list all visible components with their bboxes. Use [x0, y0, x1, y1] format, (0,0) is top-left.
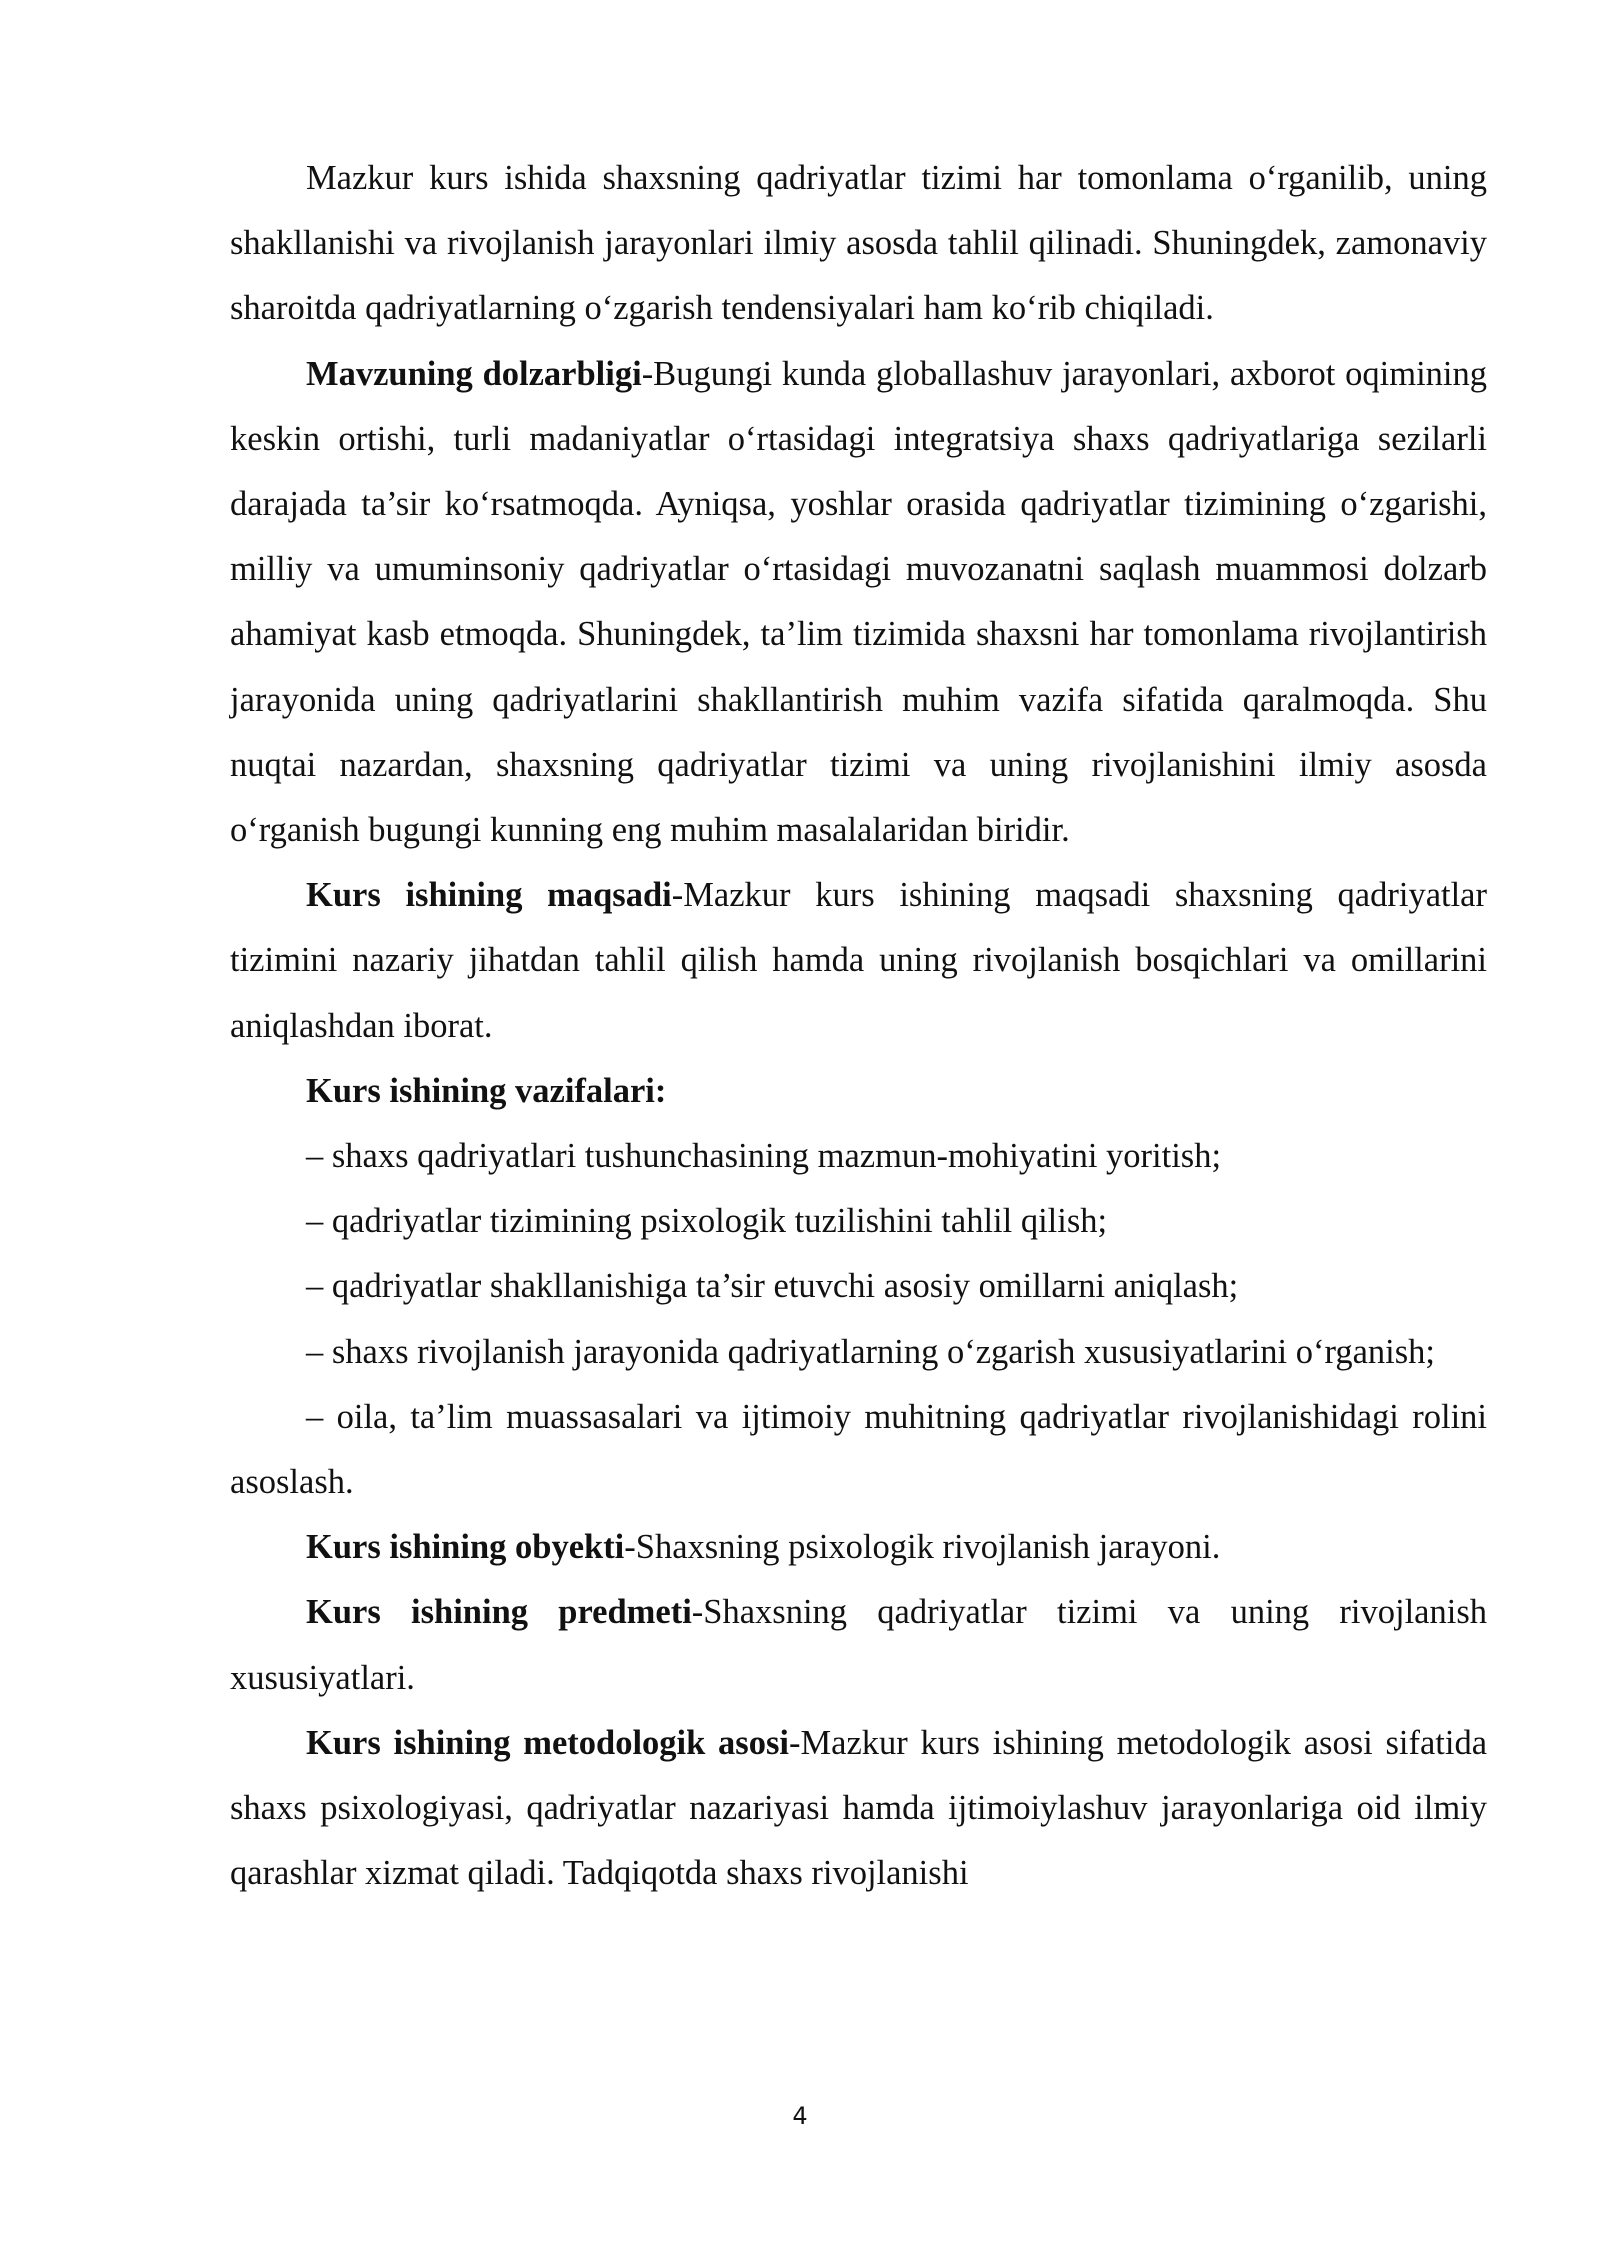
intro-paragraph	[230, 146, 1487, 342]
page-number: 4	[792, 2102, 808, 2130]
task-item-text: – shaxs rivojlanish jarayonida qadriyatlarning o‘zgarish xususiyatlarini o‘rganish;	[306, 1332, 1435, 1371]
tasks-heading: Kurs ishining vazifalari:	[306, 1071, 667, 1110]
intro-text: Mazkur kurs ishida shaxsning qadriyatlar tizimi har tomonlama o‘rganilib, uning shakllanishi va rivojlanish jarayonlari ilmiy asosda tahlil qilinadi. Shuningdek, zamonaviy sharoitda qadriyatlarning o‘zgarish tendensiyalari ham ko‘rib chiqiladi.	[230, 159, 1487, 328]
task-item-text: – shaxs qadriyatlari tushunchasining mazmun-mohiyatini yoritish;	[306, 1137, 1222, 1176]
relevance-paragraph	[230, 342, 1487, 864]
task-item	[230, 1385, 1487, 1515]
methodology-paragraph	[230, 1711, 1487, 1907]
object-text: -Shaxsning psixologik rivojlanish jarayoni.	[624, 1528, 1221, 1567]
methodology-heading: Kurs ishining metodologik asosi	[306, 1723, 789, 1762]
subject-heading: Kurs ishining predmeti	[306, 1593, 692, 1632]
goal-text: -Mazkur kurs ishining maqsadi shaxsning qadriyatlar tizimini nazariy jihatdan tahlil qilish hamda uning rivojlanish bosqichlari va omillarini aniqlashdan iborat.	[230, 876, 1487, 1045]
task-item-text: – qadriyatlar shakllanishiga ta’sir etuvchi asosiy omillarni aniqlash;	[306, 1267, 1239, 1306]
goal-heading: Kurs ishining maqsadi	[306, 876, 672, 915]
task-item	[230, 1254, 1487, 1319]
tasks-heading-paragraph	[230, 1059, 1487, 1124]
subject-paragraph	[230, 1580, 1487, 1710]
task-item-text: – qadriyatlar tizimining psixologik tuzilishini tahlil qilish;	[306, 1202, 1108, 1241]
subject-text: -Shaxsning qadriyatlar tizimi va uning rivojlanish xususiyatlari.	[230, 1593, 1487, 1697]
goal-paragraph	[230, 863, 1487, 1059]
document-body	[230, 146, 1487, 1906]
relevance-text: -Bugungi kunda globallashuv jarayonlari, axborot oqimining keskin ortishi, turli madaniyatlar o‘rtasidagi integratsiya shaxs qadriyatlariga sezilarli darajada ta’sir ko‘rsatmoqda. Ayniqsa, yoshlar orasida qadriyatlar tizimining o‘zgarishi, milliy va umuminsoniy qadriyatlar o‘rtasidagi muvozanatni saqlash muammosi dolzarb ahamiyat kasb etmoqda. Shuningdek, ta’lim tizimida shaxsni har tomonlama rivojlantirish jarayonida uning qadriyatlarini shakllantirish muhim vazifa sifatida qaralmoqda. Shu nuqtai nazardan, shaxsning qadriyatlar tizimi va uning rivojlanishini ilmiy asosda o‘rganish bugungi kunning eng muhim masalalaridan biridir.	[230, 354, 1487, 850]
object-heading: Kurs ishining obyekti	[306, 1528, 625, 1567]
object-paragraph	[230, 1515, 1487, 1580]
task-item	[230, 1124, 1487, 1189]
task-item	[230, 1189, 1487, 1254]
task-item	[230, 1320, 1487, 1385]
task-item-text: – oila, ta’lim muassasalari va ijtimoiy muhitning qadriyatlar rivojlanishidagi rolini asoslash.	[230, 1397, 1487, 1502]
methodology-text: -Mazkur kurs ishining metodologik asosi sifatida shaxs psixologiyasi, qadriyatlar nazariyasi hamda ijtimoiylashuv jarayonlariga oid ilmiy qarashlar xizmat qiladi. Tadqiqotda shaxs rivojlanishi	[230, 1723, 1488, 1893]
relevance-heading: Mavzuning dolzarbligi	[306, 354, 642, 393]
